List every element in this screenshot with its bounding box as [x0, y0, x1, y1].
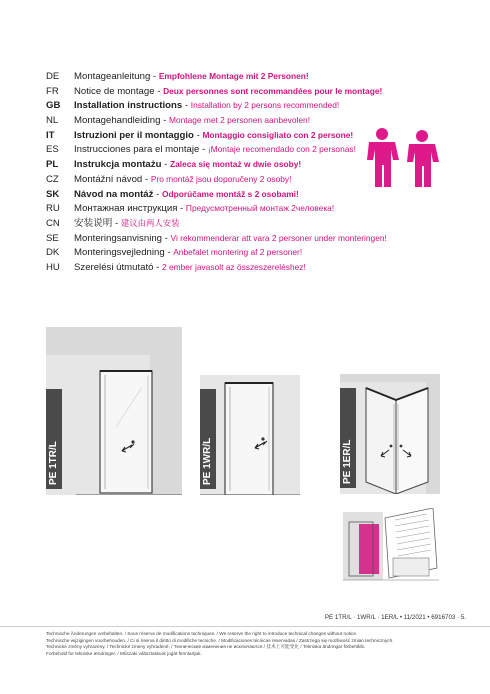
lang-separator: - — [160, 115, 169, 127]
lang-title: Návod na montáž — [74, 188, 154, 200]
lang-title: Instrucciones para el montaje — [74, 144, 200, 156]
lang-separator: - — [112, 217, 121, 229]
lang-code: RU — [46, 203, 60, 215]
technical-disclaimer — [46, 631, 466, 657]
disclaimer-line: Technische Änderungen vorbehalten. / Sous réserve de modifications techniques. / We reserve the right to introduce technical changes without notice. — [46, 631, 358, 636]
lang-separator: - — [154, 85, 164, 97]
lang-code: CZ — [46, 173, 59, 185]
lang-note: Anbefalet montering af 2 personer! — [173, 247, 303, 258]
lang-note: Pro montáž jsou doporučeny 2 osoby! — [150, 173, 292, 184]
lang-note: 2 ember javasolt az összeszereléshez! — [161, 261, 306, 272]
lang-code: NL — [46, 115, 59, 127]
product-label: PE 1TR/L — [48, 441, 59, 485]
lang-separator: - — [199, 144, 208, 156]
two-persons-icon — [365, 127, 443, 189]
disclaimer-line: Technické změny vyhrazeny. / Technické zmeny vyhradené. / Технические изменения не исключаются / 技术上可能变化 / Tekniska ändringar förbehålls. — [46, 644, 366, 650]
lang-separator: - — [153, 261, 162, 273]
lang-note: Deux personnes sont recommandées pour le montage! — [163, 85, 383, 96]
lang-note: Empfohlene Montage mit 2 Personen! — [158, 71, 309, 81]
lang-row-de — [46, 69, 466, 84]
lang-title: Szerelési útmutató — [74, 261, 154, 273]
lang-separator: - — [162, 232, 171, 244]
product-panel-1tr — [46, 327, 182, 495]
lang-row-hu — [46, 260, 466, 275]
door-1tr-illustration — [46, 327, 182, 495]
lang-separator: - — [182, 100, 191, 112]
lang-code: CN — [46, 217, 60, 229]
lang-title: Monteringsanvisning — [74, 232, 162, 244]
document-code: PE 1TR/L · 1WR/L · 1ER/L • 11/2021 • 6916703 · 5. — [324, 614, 466, 621]
lang-title: Montážní návod — [74, 173, 143, 185]
lang-row-cn — [46, 216, 466, 231]
lang-separator: - — [153, 188, 162, 200]
lang-title: Installation instructions — [74, 100, 183, 112]
lang-note: 建议由两人安装 — [120, 217, 180, 228]
lang-row-dk — [46, 245, 466, 260]
lang-note: Vi rekommenderar att vara 2 personer under monteringen! — [170, 232, 387, 243]
lang-title: Montageanleitung — [74, 71, 151, 82]
lang-code: FR — [46, 85, 59, 97]
lang-code: DE — [46, 71, 60, 82]
manual-thumbnail-illustration — [343, 508, 439, 582]
lang-row-se — [46, 231, 466, 246]
lang-code: HU — [46, 261, 60, 273]
disclaimer-line: Technische wijzigingen voorbehouden. / Ci si riserva il diritto di modifiche tecniche. / Modificaciones técnicas reservadas / Zastrzega się możliwość zmian technicznych. — [46, 637, 394, 643]
disclaimer-line: Forbehold for tekniske ændringer. / Műszaki változtatások jogát fenntartjuk. — [46, 650, 202, 656]
lang-row-ru — [46, 201, 466, 216]
footer-divider — [0, 626, 490, 627]
lang-title: Notice de montage — [74, 85, 155, 97]
lang-note: Montage met 2 personen aanbevolen! — [168, 115, 311, 126]
lang-code: SE — [46, 232, 59, 244]
lang-code: DK — [46, 247, 60, 259]
lang-title: Монтажная инструкция — [74, 203, 178, 215]
product-panel-1er — [340, 374, 440, 494]
lang-code: PL — [46, 159, 59, 171]
lang-note: Installation by 2 persons recommended! — [190, 100, 340, 111]
lang-note: Montaggio consigliato con 2 persone! — [202, 129, 354, 140]
lang-code: ES — [46, 144, 59, 156]
lang-separator: - — [161, 159, 170, 171]
product-label: PE 1WR/L — [202, 437, 213, 485]
lang-note: Zaleca się montaż w dwie osoby! — [169, 159, 302, 170]
product-panel-1wr — [200, 375, 300, 495]
lang-note: Odporúčame montáž s 2 osobami! — [161, 188, 299, 199]
product-label: PE 1ER/L — [342, 439, 353, 484]
lang-title: Montagehandleiding — [74, 115, 161, 127]
lang-row-gb — [46, 98, 466, 113]
lang-title: Instrukcja montażu — [74, 159, 162, 171]
lang-separator: - — [142, 173, 151, 185]
lang-separator: - — [193, 129, 203, 141]
lang-separator: - — [177, 203, 186, 215]
lang-separator: - — [150, 71, 159, 82]
lang-separator: - — [164, 247, 174, 259]
lang-code: IT — [46, 129, 55, 141]
lang-title: Monteringsvejledning — [74, 247, 165, 259]
lang-row-fr — [46, 84, 466, 99]
lang-note: ¡Montaje recomendado con 2 personas! — [207, 144, 356, 155]
lang-code: GB — [46, 100, 61, 112]
lang-title: Istruzioni per il montaggio — [74, 129, 194, 141]
lang-note: Предусмотренный монтаж 2человека! — [185, 203, 335, 214]
lang-row-nl — [46, 113, 466, 128]
lang-title: 安装说明 — [74, 217, 113, 229]
lang-code: SK — [46, 188, 60, 200]
